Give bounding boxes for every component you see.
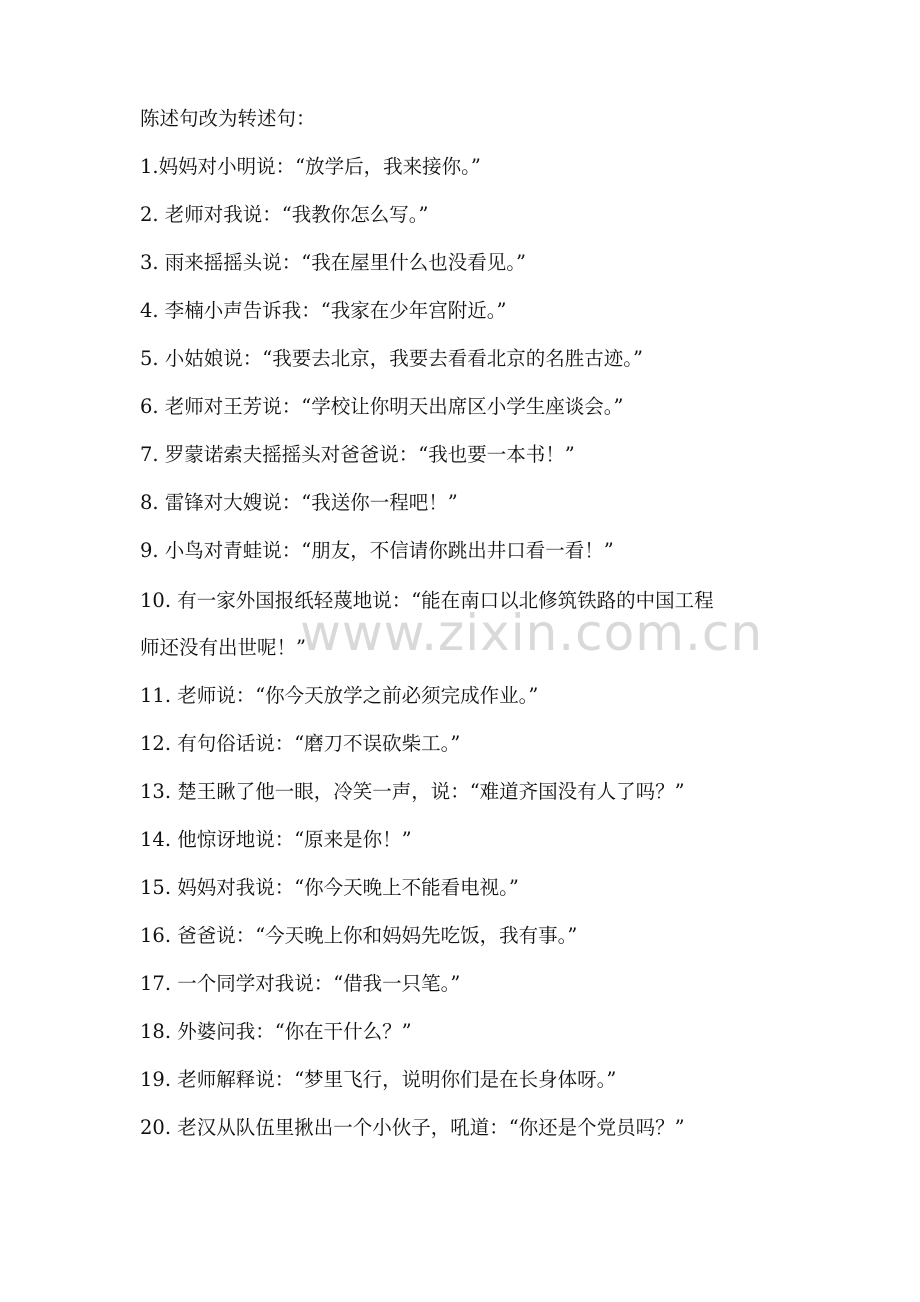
exercise-item-17: 17. 一个同学对我说：“借我一只笔。” <box>140 972 461 995</box>
exercise-item-10-continued: 师还没有出世呢！” <box>140 636 306 659</box>
watermark: www.zixin.com.cn <box>300 604 764 662</box>
exercise-item-1: 1.妈妈对小明说：“放学后，我来接你。” <box>140 155 481 178</box>
exercise-item-12: 12. 有句俗话说：“磨刀不误砍柴工。” <box>140 732 461 755</box>
exercise-item-19: 19. 老师解释说：“梦里飞行，说明你们是在长身体呀。” <box>140 1068 617 1091</box>
exercise-item-3: 3. 雨来摇摇头说：“我在屋里什么也没看见。” <box>140 251 526 274</box>
page-title: 陈述句改为转述句： <box>140 107 316 130</box>
exercise-item-6: 6. 老师对王芳说：“学校让你明天出席区小学生座谈会。” <box>140 395 624 418</box>
exercise-item-10: 10. 有一家外国报纸轻蔑地说：“能在南口以北修筑铁路的中国工程 <box>140 589 714 612</box>
exercise-item-14: 14. 他惊讶地说：“原来是你！” <box>140 828 412 851</box>
exercise-item-7: 7. 罗蒙诺索夫摇摇头对爸爸说：“我也要一本书！” <box>140 443 575 466</box>
exercise-item-15: 15. 妈妈对我说：“你今天晚上不能看电视。” <box>140 876 519 899</box>
exercise-item-11: 11. 老师说：“你今天放学之前必须完成作业。” <box>140 684 539 707</box>
exercise-item-4: 4. 李楠小声告诉我：“我家在少年宫附近。” <box>140 299 507 322</box>
exercise-item-2: 2. 老师对我说：“我教你怎么写。” <box>140 203 429 226</box>
exercise-item-9: 9. 小鸟对青蛙说：“朋友，不信请你跳出井口看一看！” <box>140 539 614 562</box>
exercise-item-8: 8. 雷锋对大嫂说：“我送你一程吧！” <box>140 491 458 514</box>
exercise-item-16: 16. 爸爸说：“今天晚上你和妈妈先吃饭，我有事。” <box>140 924 578 947</box>
exercise-item-5: 5. 小姑娘说：“我要去北京，我要去看看北京的名胜古迹。” <box>140 347 643 370</box>
exercise-item-20: 20. 老汉从队伍里揪出一个小伙子，吼道：“你还是个党员吗？” <box>140 1116 685 1139</box>
exercise-item-13: 13. 楚王瞅了他一眼，冷笑一声，说：“难道齐国没有人了吗？” <box>140 780 685 803</box>
exercise-item-18: 18. 外婆问我：“你在干什么？” <box>140 1020 412 1043</box>
